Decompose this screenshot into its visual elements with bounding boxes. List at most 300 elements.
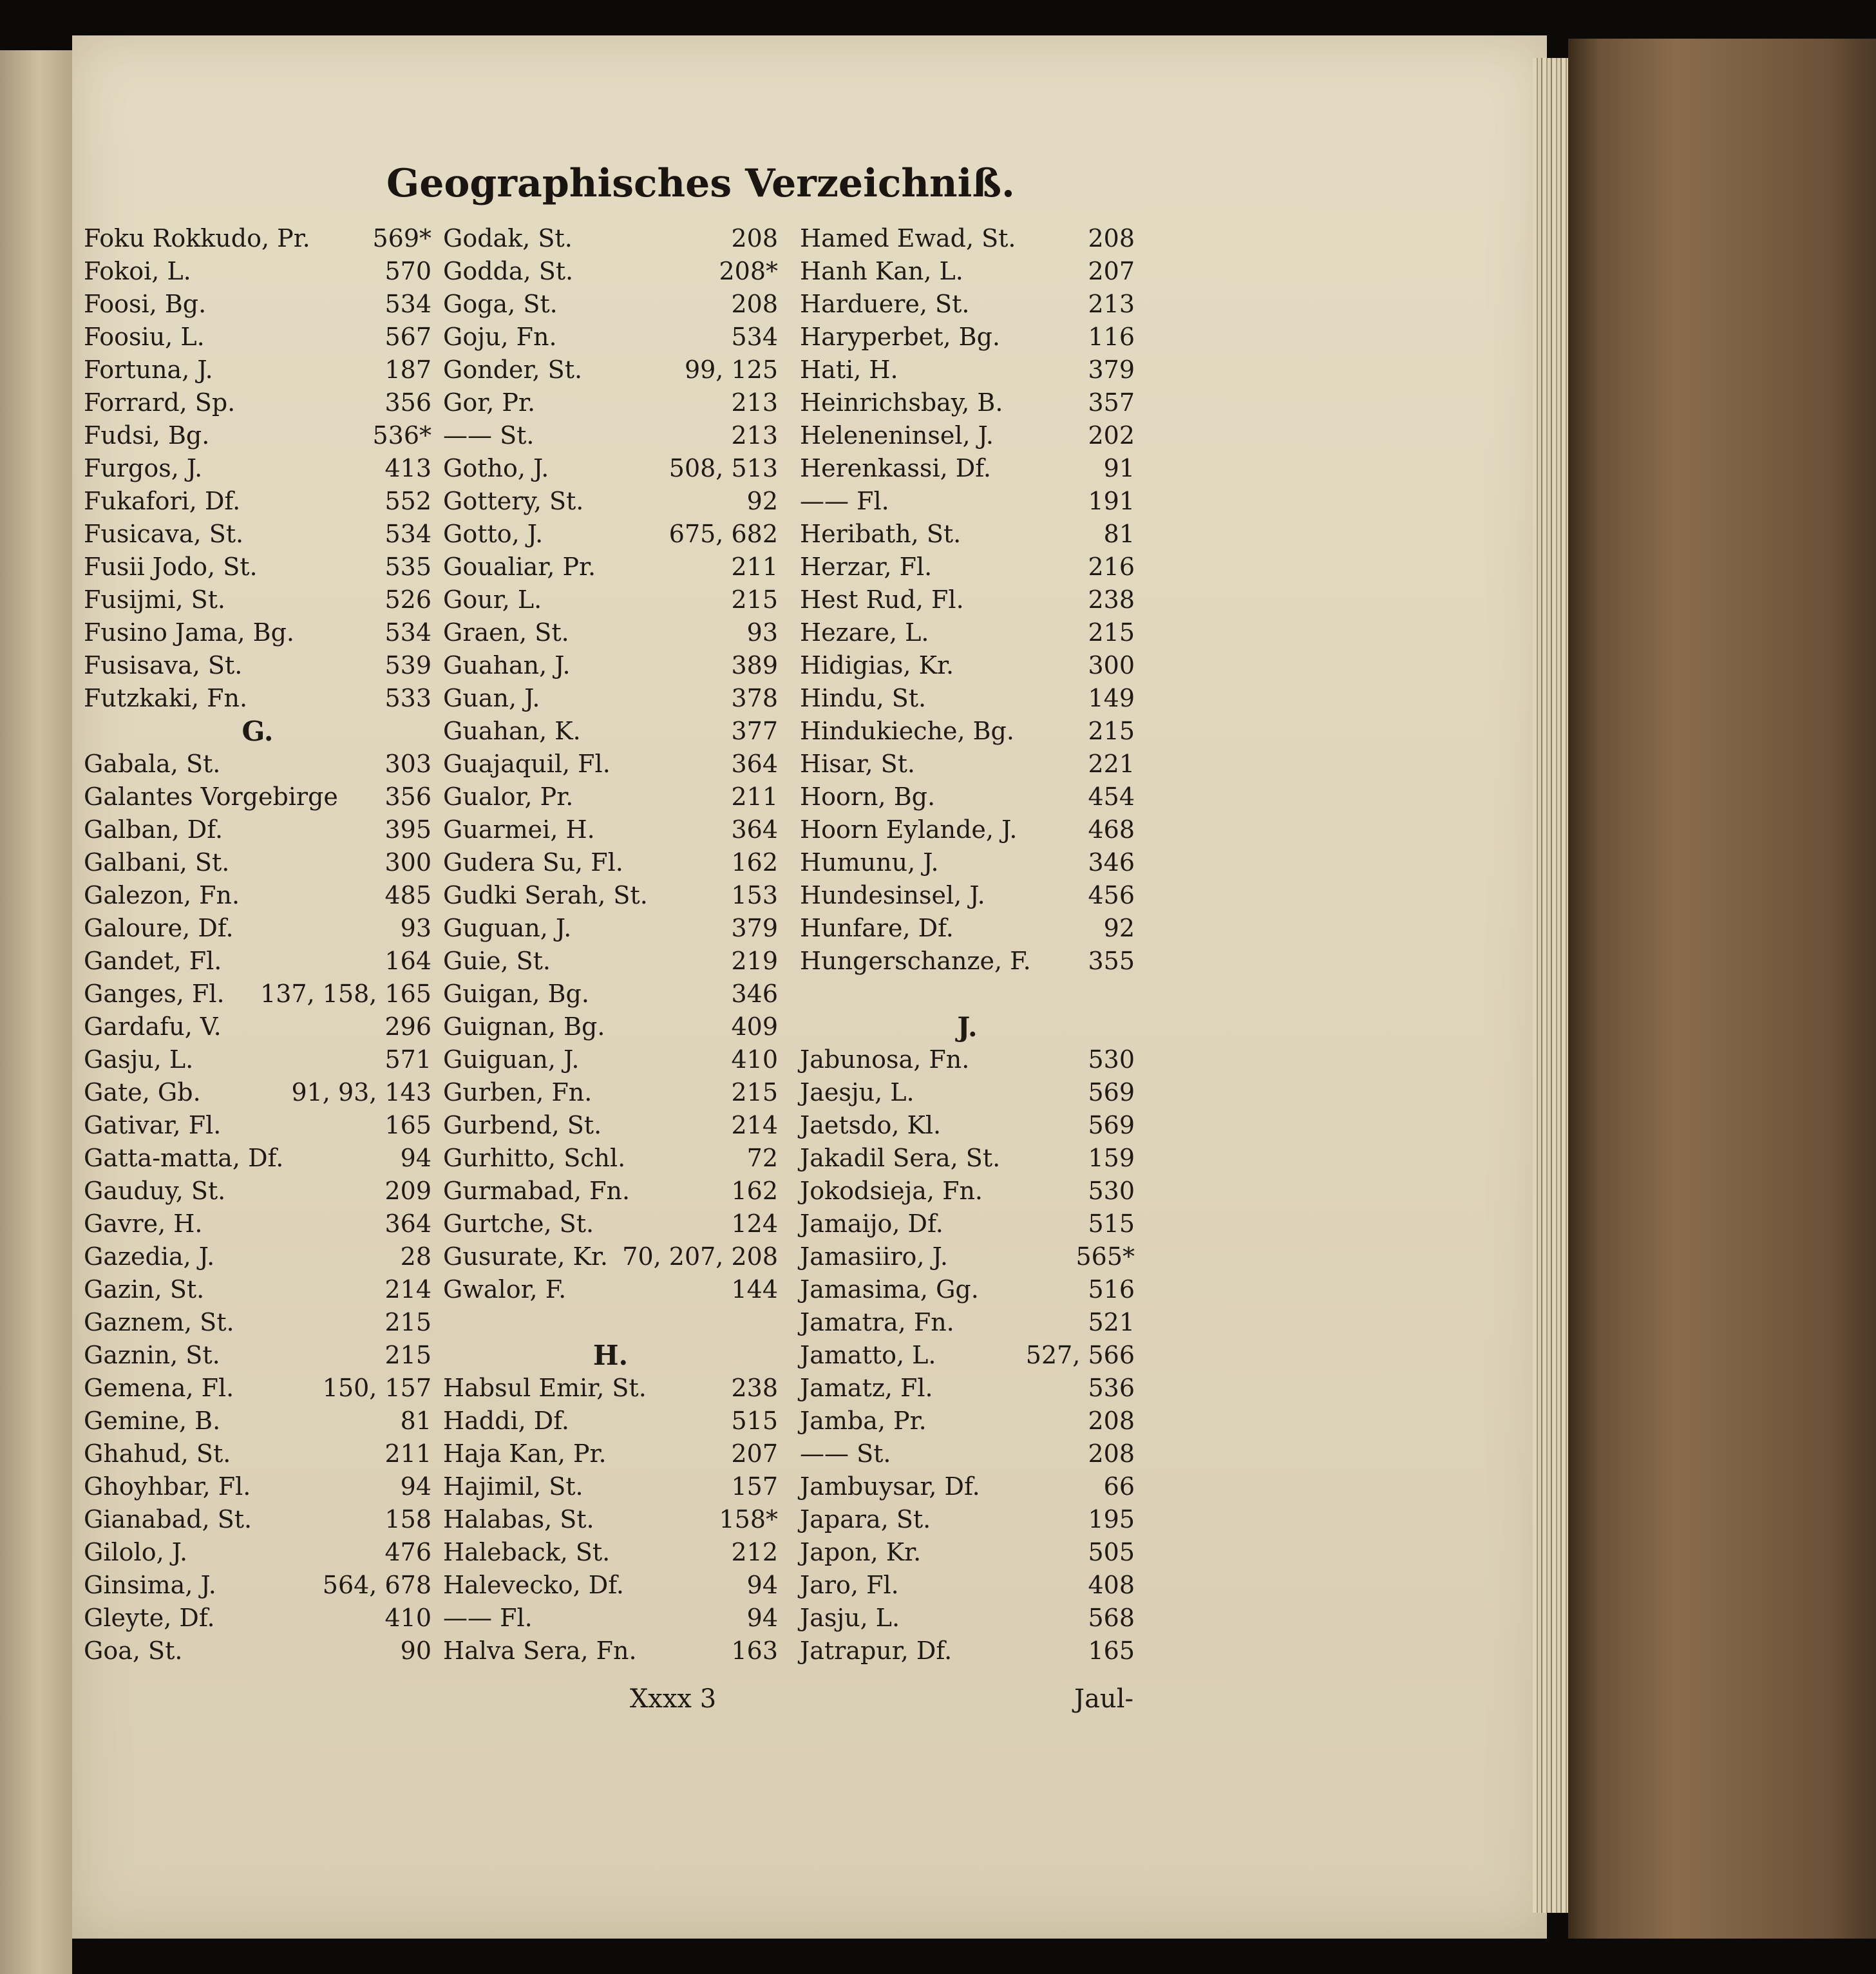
entry-name: Gemine, B. xyxy=(84,1407,221,1435)
entry-name: Gardafu, V. xyxy=(84,1012,222,1041)
entry-name: Gonder, St. xyxy=(443,356,583,384)
entry-name: Jokodsieja, Fn. xyxy=(800,1177,983,1205)
index-entry xyxy=(84,616,431,649)
index-entry xyxy=(800,781,1135,813)
index-entry xyxy=(84,1503,431,1536)
entry-name: Heinrichsbay, B. xyxy=(800,388,1003,417)
index-entry xyxy=(443,978,778,1011)
entry-name: Gemena, Fl. xyxy=(84,1374,234,1402)
entry-pages: 70, 207, 208 xyxy=(622,1242,778,1271)
entry-name: Guajaquil, Fl. xyxy=(443,750,611,778)
entry-name: Goju, Fn. xyxy=(443,323,557,351)
entry-name: Hajimil, St. xyxy=(443,1472,583,1501)
entry-pages: 456 xyxy=(1088,881,1135,909)
entry-name: Jatrapur, Df. xyxy=(800,1637,952,1665)
entry-pages: 408 xyxy=(1088,1571,1135,1599)
entry-name: —— St. xyxy=(443,421,535,450)
letter-heading xyxy=(800,1011,1135,1043)
entry-name: Godda, St. xyxy=(443,257,574,285)
index-entry xyxy=(800,222,1135,255)
index-entry xyxy=(800,255,1135,288)
index-entry xyxy=(84,813,431,846)
entry-pages: 569 xyxy=(1088,1078,1135,1106)
entry-name: Gotto, J. xyxy=(443,520,544,548)
entry-pages: 515 xyxy=(731,1407,778,1435)
index-entry xyxy=(84,551,431,584)
entry-pages: 207 xyxy=(1088,257,1135,285)
index-entry xyxy=(443,584,778,616)
index-entry xyxy=(800,1438,1135,1470)
index-column-3 xyxy=(800,222,1135,1691)
entry-name: Guarmei, H. xyxy=(443,815,595,844)
entry-name: Gauduy, St. xyxy=(84,1177,226,1205)
entry-pages: 116 xyxy=(1088,323,1135,351)
entry-name: Godak, St. xyxy=(443,224,573,252)
entry-pages: 296 xyxy=(384,1012,431,1041)
entry-name: Hunfare, Df. xyxy=(800,914,954,942)
entry-name: Haryperbet, Bg. xyxy=(800,323,1000,351)
index-entry xyxy=(800,649,1135,682)
index-entry xyxy=(443,1438,778,1470)
entry-pages: 209 xyxy=(384,1177,431,1205)
entry-name: Jaro, Fl. xyxy=(800,1571,899,1599)
index-entry xyxy=(84,1372,431,1405)
index-entry xyxy=(84,912,431,945)
entry-name: Gor, Pr. xyxy=(443,388,536,417)
entry-name: Halevecko, Df. xyxy=(443,1571,624,1599)
entry-name: Hoorn, Bg. xyxy=(800,783,936,811)
entry-name: Hidigias, Kr. xyxy=(800,651,954,679)
entry-pages: 208 xyxy=(1088,1439,1135,1468)
entry-pages: 364 xyxy=(384,1210,431,1238)
index-entry xyxy=(84,1602,431,1635)
index-entry xyxy=(443,255,778,288)
entry-pages: 300 xyxy=(384,848,431,877)
entry-pages: 91 xyxy=(1103,454,1135,482)
index-entry xyxy=(84,1635,431,1667)
entry-pages: 213 xyxy=(1088,290,1135,318)
index-entry xyxy=(84,419,431,452)
entry-pages: 208 xyxy=(731,290,778,318)
entry-pages: 144 xyxy=(731,1275,778,1304)
entry-name: Humunu, J. xyxy=(800,848,939,877)
index-entry xyxy=(800,1109,1135,1142)
entry-name: Japara, St. xyxy=(800,1505,931,1533)
index-entry xyxy=(800,682,1135,715)
index-entry xyxy=(800,912,1135,945)
entry-name: Gurmabad, Fn. xyxy=(443,1177,630,1205)
entry-name: Hezare, L. xyxy=(800,618,929,647)
entry-pages: 356 xyxy=(384,388,431,417)
entry-pages: 377 xyxy=(731,717,778,745)
entry-name: Gazedia, J. xyxy=(84,1242,215,1271)
index-entry xyxy=(84,452,431,485)
entry-pages: 357 xyxy=(1088,388,1135,417)
index-entry xyxy=(84,1536,431,1569)
index-entry xyxy=(84,748,431,781)
index-entry xyxy=(84,945,431,978)
entry-pages: 505 xyxy=(1088,1538,1135,1566)
entry-pages: 187 xyxy=(384,356,431,384)
entry-pages: 208* xyxy=(719,257,778,285)
index-entry xyxy=(443,452,778,485)
index-entry xyxy=(443,1273,778,1306)
entry-pages: 219 xyxy=(731,947,778,975)
entry-name: Jaesju, L. xyxy=(800,1078,914,1106)
entry-pages: 208 xyxy=(1088,224,1135,252)
index-entry xyxy=(800,1175,1135,1208)
entry-pages: 238 xyxy=(1088,585,1135,614)
entry-pages: 476 xyxy=(384,1538,431,1566)
entry-name: Jamatto, L. xyxy=(800,1341,936,1369)
entry-pages: 413 xyxy=(384,454,431,482)
letter-heading-text: G. xyxy=(242,716,274,747)
index-entry xyxy=(800,485,1135,518)
index-entry xyxy=(443,1142,778,1175)
entry-name: Gasju, L. xyxy=(84,1045,194,1074)
entry-pages: 164 xyxy=(384,947,431,975)
index-entry xyxy=(443,715,778,748)
entry-pages: 571 xyxy=(384,1045,431,1074)
index-entry xyxy=(443,321,778,354)
index-entry xyxy=(84,1240,431,1273)
entry-pages: 94 xyxy=(746,1571,778,1599)
index-entry xyxy=(443,846,778,879)
index-entry xyxy=(84,1306,431,1339)
entry-pages: 508, 513 xyxy=(668,454,778,482)
entry-pages: 409 xyxy=(731,1012,778,1041)
letter-heading-text: H. xyxy=(592,1340,629,1371)
index-entry xyxy=(800,1339,1135,1372)
entry-pages: 213 xyxy=(731,421,778,450)
index-entry xyxy=(84,1011,431,1043)
entry-name: Hungerschanze, F. xyxy=(800,947,1031,975)
entry-name: Foosi, Bg. xyxy=(84,290,207,318)
entry-name: Gilolo, J. xyxy=(84,1538,188,1566)
index-entry xyxy=(443,1635,778,1667)
entry-pages: 355 xyxy=(1088,947,1135,975)
entry-pages: 150, 157 xyxy=(322,1374,431,1402)
entry-pages: 162 xyxy=(731,1177,778,1205)
entry-name: Haddi, Df. xyxy=(443,1407,570,1435)
index-entry xyxy=(443,551,778,584)
entry-pages: 395 xyxy=(384,815,431,844)
entry-name: Jakadil Sera, St. xyxy=(800,1144,1001,1172)
entry-pages: 211 xyxy=(731,553,778,581)
entry-pages: 238 xyxy=(731,1374,778,1402)
entry-pages: 378 xyxy=(731,684,778,712)
entry-name: Gotho, J. xyxy=(443,454,549,482)
entry-name: Ganges, Fl. xyxy=(84,980,225,1008)
index-entry xyxy=(800,386,1135,419)
entry-name: Goga, St. xyxy=(443,290,558,318)
entry-pages: 346 xyxy=(1088,848,1135,877)
index-entry xyxy=(443,945,778,978)
entry-pages: 195 xyxy=(1088,1505,1135,1533)
entry-pages: 215 xyxy=(1088,717,1135,745)
entry-name: Jamatz, Fl. xyxy=(800,1374,933,1402)
index-entry xyxy=(443,912,778,945)
entry-pages: 534 xyxy=(384,618,431,647)
index-entry xyxy=(800,846,1135,879)
index-entry xyxy=(84,1142,431,1175)
entry-pages: 521 xyxy=(1088,1308,1135,1336)
entry-name: Jabunosa, Fn. xyxy=(800,1045,970,1074)
index-entry xyxy=(800,813,1135,846)
entry-name: Fusii Jodo, St. xyxy=(84,553,258,581)
entry-pages: 94 xyxy=(400,1144,431,1172)
entry-pages: 565* xyxy=(1075,1242,1135,1271)
index-entry xyxy=(443,1536,778,1569)
index-entry xyxy=(443,1372,778,1405)
entry-pages: 149 xyxy=(1088,684,1135,712)
index-entry xyxy=(84,879,431,912)
entry-name: Jamba, Pr. xyxy=(800,1407,927,1435)
entry-name: Gleyte, Df. xyxy=(84,1604,215,1632)
entry-pages: 157 xyxy=(731,1472,778,1501)
entry-name: Gottery, St. xyxy=(443,487,584,515)
index-entry xyxy=(84,1339,431,1372)
entry-pages: 72 xyxy=(746,1144,778,1172)
entry-pages: 569* xyxy=(372,224,431,252)
index-entry xyxy=(443,1208,778,1240)
entry-name: Galantes Vorgebirge xyxy=(84,783,338,811)
entry-name: Hamed Ewad, St. xyxy=(800,224,1016,252)
entry-pages: 570 xyxy=(384,257,431,285)
index-entry xyxy=(443,813,778,846)
index-entry xyxy=(84,682,431,715)
entry-pages: 379 xyxy=(1088,356,1135,384)
entry-name: Gatta-matta, Df. xyxy=(84,1144,284,1172)
entry-pages: 213 xyxy=(731,388,778,417)
entry-pages: 364 xyxy=(731,750,778,778)
index-entry xyxy=(800,288,1135,321)
entry-name: Jaetsdo, Kl. xyxy=(800,1111,942,1139)
entry-name: Hati, H. xyxy=(800,356,898,384)
index-entry xyxy=(800,715,1135,748)
entry-pages: 28 xyxy=(400,1242,431,1271)
index-entry xyxy=(84,1175,431,1208)
entry-name: Jamatra, Fn. xyxy=(800,1308,954,1336)
entry-pages: 215 xyxy=(1088,618,1135,647)
index-entry xyxy=(800,1405,1135,1438)
entry-pages: 137, 158, 165 xyxy=(260,980,431,1008)
entry-pages: 533 xyxy=(384,684,431,712)
page-title: Geographisches Verzeichniß. xyxy=(386,161,1015,206)
index-entry xyxy=(84,1043,431,1076)
entry-name: Japon, Kr. xyxy=(800,1538,922,1566)
entry-pages: 535 xyxy=(384,553,431,581)
entry-name: —— Fl. xyxy=(800,487,889,515)
entry-pages: 211 xyxy=(384,1439,431,1468)
entry-name: Hisar, St. xyxy=(800,750,915,778)
entry-name: Hundesinsel, J. xyxy=(800,881,985,909)
index-entry xyxy=(443,1503,778,1536)
entry-name: Jamaijo, Df. xyxy=(800,1210,943,1238)
entry-name: Gudera Su, Fl. xyxy=(443,848,623,877)
entry-pages: 215 xyxy=(384,1341,431,1369)
index-entry xyxy=(84,1470,431,1503)
index-entry xyxy=(84,584,431,616)
entry-pages: 675, 682 xyxy=(668,520,778,548)
entry-pages: 92 xyxy=(746,487,778,515)
entry-name: Harduere, St. xyxy=(800,290,970,318)
index-entry xyxy=(800,945,1135,978)
index-entry xyxy=(800,1602,1135,1635)
index-entry xyxy=(84,288,431,321)
entry-name: Graen, St. xyxy=(443,618,569,647)
entry-pages: 516 xyxy=(1088,1275,1135,1304)
index-entry xyxy=(443,1569,778,1602)
entry-name: Jasju, L. xyxy=(800,1604,900,1632)
entry-name: Jamasima, Gg. xyxy=(800,1275,979,1304)
entry-name: Hindu, St. xyxy=(800,684,927,712)
entry-pages: 539 xyxy=(384,651,431,679)
entry-pages: 526 xyxy=(384,585,431,614)
page-stack-edges xyxy=(1533,58,1568,1913)
entry-name: Halva Sera, Fn. xyxy=(443,1637,637,1665)
index-entry xyxy=(84,1273,431,1306)
index-entry xyxy=(84,1405,431,1438)
entry-name: Gwalor, F. xyxy=(443,1275,567,1304)
entry-name: Fusicava, St. xyxy=(84,520,244,548)
index-entry xyxy=(443,1011,778,1043)
index-entry xyxy=(800,1142,1135,1175)
entry-pages: 191 xyxy=(1088,487,1135,515)
entry-name: Gativar, Fl. xyxy=(84,1111,222,1139)
entry-name: Guahan, J. xyxy=(443,651,571,679)
index-entry xyxy=(84,354,431,386)
index-column-2 xyxy=(443,222,778,1691)
entry-name: Guguan, J. xyxy=(443,914,572,942)
entry-name: Galezon, Fn. xyxy=(84,881,240,909)
entry-name: Futzkaki, Fn. xyxy=(84,684,248,712)
entry-pages: 208 xyxy=(1088,1407,1135,1435)
entry-pages: 153 xyxy=(731,881,778,909)
index-entry xyxy=(443,354,778,386)
entry-name: Fudsi, Bg. xyxy=(84,421,210,450)
entry-name: Goa, St. xyxy=(84,1637,183,1665)
entry-name: Hindukieche, Bg. xyxy=(800,717,1014,745)
entry-pages: 91, 93, 143 xyxy=(291,1078,431,1106)
entry-pages: 303 xyxy=(384,750,431,778)
index-entry xyxy=(443,222,778,255)
index-entry xyxy=(443,419,778,452)
entry-name: Hest Rud, Fl. xyxy=(800,585,964,614)
entry-name: Guahan, K. xyxy=(443,717,581,745)
entry-name: Guie, St. xyxy=(443,947,551,975)
index-entry xyxy=(443,386,778,419)
entry-name: Forrard, Sp. xyxy=(84,388,236,417)
entry-pages: 208 xyxy=(731,224,778,252)
entry-name: Heleneninsel, J. xyxy=(800,421,994,450)
entry-name: Gandet, Fl. xyxy=(84,947,222,975)
entry-name: Foku Rokkudo, Pr. xyxy=(84,224,310,252)
index-entry xyxy=(84,485,431,518)
entry-pages: 159 xyxy=(1088,1144,1135,1172)
index-entry xyxy=(800,1273,1135,1306)
index-entry xyxy=(84,846,431,879)
entry-name: Gabala, St. xyxy=(84,750,221,778)
entry-pages: 346 xyxy=(731,980,778,1008)
entry-name: —— Fl. xyxy=(443,1604,533,1632)
entry-pages: 165 xyxy=(384,1111,431,1139)
letter-heading xyxy=(84,715,431,748)
facing-page-edge xyxy=(0,50,72,1974)
entry-pages: 379 xyxy=(731,914,778,942)
index-entry xyxy=(443,1043,778,1076)
entry-pages: 81 xyxy=(400,1407,431,1435)
entry-name: Ghahud, St. xyxy=(84,1439,231,1468)
entry-name: Guignan, Bg. xyxy=(443,1012,605,1041)
entry-pages: 530 xyxy=(1088,1045,1135,1074)
index-entry xyxy=(84,321,431,354)
signature-mark: Xxxx 3 xyxy=(629,1684,717,1714)
entry-pages: 215 xyxy=(731,1078,778,1106)
entry-name: Fukafori, Df. xyxy=(84,487,241,515)
entry-pages: 410 xyxy=(384,1604,431,1632)
entry-name: Gaznin, St. xyxy=(84,1341,220,1369)
entry-pages: 569 xyxy=(1088,1111,1135,1139)
index-entry xyxy=(84,978,431,1011)
entry-name: Gazin, St. xyxy=(84,1275,205,1304)
index-entry xyxy=(443,879,778,912)
index-entry xyxy=(84,518,431,551)
index-entry xyxy=(443,1175,778,1208)
entry-name: Herzar, Fl. xyxy=(800,553,933,581)
entry-name: Ghoyhbar, Fl. xyxy=(84,1472,251,1501)
index-entry xyxy=(800,551,1135,584)
entry-name: Hoorn Eylande, J. xyxy=(800,815,1018,844)
entry-pages: 94 xyxy=(746,1604,778,1632)
index-entry xyxy=(800,978,1135,1011)
entry-pages: 454 xyxy=(1088,783,1135,811)
entry-pages: 221 xyxy=(1088,750,1135,778)
entry-name: Gurbend, St. xyxy=(443,1111,602,1139)
entry-pages: 158 xyxy=(384,1505,431,1533)
index-entry xyxy=(443,1405,778,1438)
entry-name: Goualiar, Pr. xyxy=(443,553,596,581)
index-entry xyxy=(800,419,1135,452)
entry-pages: 216 xyxy=(1088,553,1135,581)
entry-name: Foosiu, L. xyxy=(84,323,205,351)
index-entry xyxy=(800,1503,1135,1536)
entry-name: Gate, Gb. xyxy=(84,1078,201,1106)
entry-pages: 567 xyxy=(384,323,431,351)
entry-pages: 165 xyxy=(1088,1637,1135,1665)
entry-pages: 485 xyxy=(384,881,431,909)
index-entry xyxy=(800,879,1135,912)
entry-name: Gurben, Fn. xyxy=(443,1078,592,1106)
entry-name: —— St. xyxy=(800,1439,891,1468)
entry-name: Jambuysar, Df. xyxy=(800,1472,980,1501)
entry-name: Gavre, H. xyxy=(84,1210,203,1238)
index-entry xyxy=(443,649,778,682)
index-entry xyxy=(800,1306,1135,1339)
entry-name: Galban, Df. xyxy=(84,815,223,844)
entry-name: Haleback, St. xyxy=(443,1538,611,1566)
index-entry xyxy=(800,1372,1135,1405)
index-entry xyxy=(800,1536,1135,1569)
entry-name: Gudki Serah, St. xyxy=(443,881,648,909)
entry-name: Fusijmi, St. xyxy=(84,585,226,614)
index-entry xyxy=(800,452,1135,485)
entry-pages: 536* xyxy=(372,421,431,450)
index-entry xyxy=(443,616,778,649)
entry-name: Guan, J. xyxy=(443,684,540,712)
entry-name: Gour, L. xyxy=(443,585,542,614)
index-entry xyxy=(800,748,1135,781)
